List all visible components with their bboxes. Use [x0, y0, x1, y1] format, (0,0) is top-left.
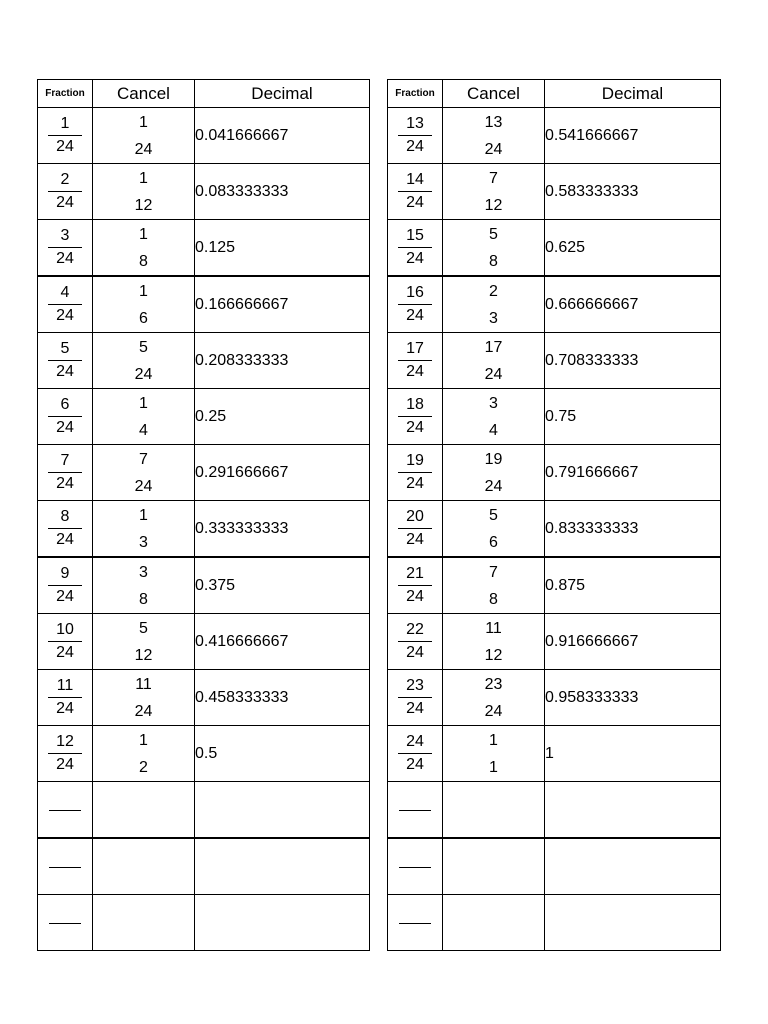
cancel-header: Cancel [93, 80, 195, 108]
table-row [388, 389, 721, 445]
cancel-denominator: 24 [134, 140, 153, 158]
table-row [38, 670, 370, 726]
blank-row [388, 838, 721, 895]
decimal-cell: 0.208333333 [195, 333, 370, 389]
cancel-denominator: 8 [489, 252, 498, 270]
cancel-numerator: 5 [139, 619, 148, 637]
decimal-cell: 0.375 [195, 557, 370, 614]
blank-fraction-line [49, 867, 81, 868]
fraction-cell [388, 333, 443, 389]
fraction-header: Fraction [38, 80, 93, 108]
cancel-numerator: 19 [484, 450, 503, 468]
cancel-numerator: 17 [484, 338, 503, 356]
fraction [48, 169, 82, 214]
cancel-denominator: 24 [484, 477, 503, 495]
fraction [48, 675, 82, 720]
fraction-numerator: 20 [398, 506, 432, 529]
table-row [38, 726, 370, 782]
decimal-cell: 0.791666667 [545, 445, 721, 501]
fraction-numerator: 4 [48, 282, 82, 305]
fraction-denominator: 24 [406, 475, 424, 492]
decimal-cell: 0.416666667 [195, 614, 370, 670]
fraction-numerator: 10 [48, 619, 82, 642]
fraction-denominator: 24 [406, 756, 424, 773]
cancel-denominator: 4 [489, 421, 498, 439]
header-row [388, 80, 721, 108]
blank-fraction-line [49, 923, 81, 924]
fraction-denominator: 24 [406, 138, 424, 155]
fraction-denominator: 24 [406, 531, 424, 548]
fraction [398, 169, 432, 214]
cancel-numerator: 1 [139, 506, 148, 524]
decimal-cell: 0.708333333 [545, 333, 721, 389]
fraction [398, 394, 432, 439]
cancel-numerator: 7 [139, 450, 148, 468]
decimal-cell: 0.666666667 [545, 276, 721, 333]
table-row [38, 108, 370, 164]
cancel-cell [443, 445, 545, 501]
blank-decimal-cell [545, 838, 721, 895]
decimal-cell: 0.041666667 [195, 108, 370, 164]
fraction [48, 619, 82, 664]
cancel-cell [93, 333, 195, 389]
fraction-denominator: 24 [406, 419, 424, 436]
fraction [398, 113, 432, 158]
fraction-cell [388, 501, 443, 558]
cancel-numerator: 1 [139, 394, 148, 412]
fraction [48, 225, 82, 270]
fraction-denominator: 24 [56, 250, 74, 267]
fraction-denominator: 24 [406, 700, 424, 717]
cancel-cell [443, 726, 545, 782]
fraction [48, 563, 82, 608]
fraction-numerator: 24 [398, 731, 432, 754]
cancel-denominator: 2 [139, 758, 148, 776]
table-row [388, 614, 721, 670]
fraction-table-left [37, 79, 370, 951]
cancel-numerator: 1 [139, 169, 148, 187]
cancel-denominator: 24 [484, 140, 503, 158]
fraction [48, 282, 82, 327]
fraction-denominator: 24 [56, 138, 74, 155]
decimal-header: Decimal [545, 80, 721, 108]
cancel-numerator: 13 [484, 113, 503, 131]
blank-decimal-cell [195, 782, 370, 839]
cancel-denominator: 12 [484, 646, 503, 664]
fraction-denominator: 24 [406, 588, 424, 605]
fraction-cell [388, 557, 443, 614]
blank-fraction-line [49, 810, 81, 811]
blank-fraction-cell [388, 838, 443, 895]
fraction [48, 338, 82, 383]
cancel-numerator: 1 [139, 731, 148, 749]
table-row [388, 445, 721, 501]
blank-row [388, 782, 721, 839]
blank-cancel-cell [93, 782, 195, 839]
fraction-denominator: 24 [56, 194, 74, 211]
cancel-numerator: 5 [139, 338, 148, 356]
fraction [398, 225, 432, 270]
cancel-cell [93, 276, 195, 333]
fraction-numerator: 15 [398, 225, 432, 248]
decimal-cell: 0.291666667 [195, 445, 370, 501]
fraction-cell [38, 164, 93, 220]
blank-cancel-cell [443, 782, 545, 839]
cancel-denominator: 4 [139, 421, 148, 439]
fraction-numerator: 18 [398, 394, 432, 417]
fraction-denominator: 24 [56, 307, 74, 324]
fraction-cell [38, 670, 93, 726]
cancel-cell [443, 108, 545, 164]
fraction-table-right [387, 79, 721, 951]
fraction [48, 731, 82, 776]
fraction [48, 113, 82, 158]
cancel-denominator: 24 [484, 702, 503, 720]
fraction-numerator: 19 [398, 450, 432, 473]
cancel-cell [443, 333, 545, 389]
cancel-cell [93, 557, 195, 614]
decimal-cell: 0.625 [545, 220, 721, 277]
cancel-denominator: 8 [139, 590, 148, 608]
blank-fraction-line [399, 867, 431, 868]
cancel-numerator: 1 [139, 282, 148, 300]
fraction-cell [388, 276, 443, 333]
fraction-denominator: 24 [56, 644, 74, 661]
blank-cancel-cell [93, 895, 195, 951]
fraction-denominator: 24 [406, 194, 424, 211]
decimal-cell: 0.75 [545, 389, 721, 445]
cancel-cell [93, 445, 195, 501]
blank-cancel-cell [443, 838, 545, 895]
fraction-numerator: 7 [48, 450, 82, 473]
table-row [38, 164, 370, 220]
fraction-cell [38, 726, 93, 782]
cancel-numerator: 11 [135, 675, 152, 693]
cancel-cell [443, 614, 545, 670]
fraction [398, 731, 432, 776]
cancel-denominator: 24 [484, 365, 503, 383]
cancel-cell [93, 501, 195, 558]
cancel-numerator: 7 [489, 563, 498, 581]
fraction-numerator: 2 [48, 169, 82, 192]
fraction-denominator: 24 [406, 644, 424, 661]
fraction-numerator: 3 [48, 225, 82, 248]
blank-fraction-line [399, 923, 431, 924]
fraction-cell [388, 670, 443, 726]
header-row [38, 80, 370, 108]
fraction-denominator: 24 [406, 363, 424, 380]
fraction [398, 563, 432, 608]
blank-decimal-cell [545, 895, 721, 951]
fraction-numerator: 11 [48, 675, 82, 698]
cancel-numerator: 7 [489, 169, 498, 187]
decimal-cell: 0.125 [195, 220, 370, 277]
table-row [388, 220, 721, 277]
fraction [398, 450, 432, 495]
blank-decimal-cell [195, 838, 370, 895]
blank-fraction-cell [388, 782, 443, 839]
cancel-cell [93, 726, 195, 782]
fraction-numerator: 22 [398, 619, 432, 642]
decimal-cell: 0.833333333 [545, 501, 721, 558]
fraction-numerator: 12 [48, 731, 82, 754]
blank-row [38, 895, 370, 951]
fraction-denominator: 24 [56, 363, 74, 380]
fraction-numerator: 23 [398, 675, 432, 698]
cancel-cell [443, 164, 545, 220]
blank-fraction-cell [38, 838, 93, 895]
fraction-numerator: 1 [48, 113, 82, 136]
decimal-cell: 0.875 [545, 557, 721, 614]
fraction-numerator: 16 [398, 282, 432, 305]
fraction-numerator: 17 [398, 338, 432, 361]
fraction-cell [388, 726, 443, 782]
fraction-cell [388, 389, 443, 445]
decimal-cell: 0.5 [195, 726, 370, 782]
decimal-cell: 0.25 [195, 389, 370, 445]
fraction-denominator: 24 [56, 531, 74, 548]
cancel-cell [93, 389, 195, 445]
table-row [388, 108, 721, 164]
blank-fraction-cell [38, 895, 93, 951]
fraction-cell [388, 164, 443, 220]
cancel-denominator: 24 [134, 365, 153, 383]
fraction-numerator: 6 [48, 394, 82, 417]
cancel-denominator: 12 [134, 646, 153, 664]
fraction-cell [38, 108, 93, 164]
fraction-denominator: 24 [56, 419, 74, 436]
blank-row [38, 782, 370, 839]
fraction [48, 506, 82, 551]
cancel-denominator: 6 [139, 309, 148, 327]
fraction-cell [388, 220, 443, 277]
fraction-denominator: 24 [406, 250, 424, 267]
fraction-cell [38, 445, 93, 501]
fraction-numerator: 21 [398, 563, 432, 586]
fraction [398, 506, 432, 551]
fraction-cell [38, 557, 93, 614]
cancel-numerator: 11 [485, 619, 502, 637]
blank-decimal-cell [545, 782, 721, 839]
blank-decimal-cell [195, 895, 370, 951]
fraction [48, 450, 82, 495]
decimal-cell: 0.083333333 [195, 164, 370, 220]
fraction-header: Fraction [388, 80, 443, 108]
cancel-numerator: 1 [139, 113, 148, 131]
table-row [388, 726, 721, 782]
decimal-cell: 0.958333333 [545, 670, 721, 726]
cancel-numerator: 3 [139, 563, 148, 581]
fraction-cell [38, 333, 93, 389]
fraction-cell [38, 501, 93, 558]
fraction-cell [38, 276, 93, 333]
cancel-header: Cancel [443, 80, 545, 108]
decimal-cell: 0.541666667 [545, 108, 721, 164]
table-row [388, 276, 721, 333]
blank-cancel-cell [93, 838, 195, 895]
blank-row [38, 838, 370, 895]
table-row [388, 670, 721, 726]
blank-fraction-cell [38, 782, 93, 839]
cancel-numerator: 1 [139, 225, 148, 243]
table-row [388, 333, 721, 389]
cancel-cell [93, 614, 195, 670]
fraction [48, 394, 82, 439]
cancel-denominator: 12 [484, 196, 503, 214]
fraction [398, 619, 432, 664]
blank-cancel-cell [443, 895, 545, 951]
fraction-denominator: 24 [406, 307, 424, 324]
fraction-numerator: 8 [48, 506, 82, 529]
fraction [398, 338, 432, 383]
table-row [38, 557, 370, 614]
blank-fraction-cell [388, 895, 443, 951]
blank-fraction-line [399, 810, 431, 811]
fraction [398, 282, 432, 327]
cancel-numerator: 3 [489, 394, 498, 412]
cancel-numerator: 5 [489, 225, 498, 243]
table-row [38, 333, 370, 389]
table-row [38, 276, 370, 333]
fraction-cell [388, 108, 443, 164]
cancel-denominator: 6 [489, 533, 498, 551]
cancel-cell [443, 220, 545, 277]
fraction-denominator: 24 [56, 700, 74, 717]
cancel-numerator: 5 [489, 506, 498, 524]
fraction-numerator: 13 [398, 113, 432, 136]
decimal-header: Decimal [195, 80, 370, 108]
fraction-numerator: 5 [48, 338, 82, 361]
table-row [38, 389, 370, 445]
fraction-numerator: 14 [398, 169, 432, 192]
cancel-denominator: 24 [134, 702, 153, 720]
decimal-cell: 1 [545, 726, 721, 782]
fraction-numerator: 9 [48, 563, 82, 586]
table-row [388, 501, 721, 558]
cancel-cell [93, 108, 195, 164]
blank-row [388, 895, 721, 951]
fraction-cell [388, 614, 443, 670]
fraction [398, 675, 432, 720]
decimal-cell: 0.458333333 [195, 670, 370, 726]
fraction-cell [38, 220, 93, 277]
cancel-cell [443, 276, 545, 333]
decimal-cell: 0.333333333 [195, 501, 370, 558]
cancel-cell [93, 164, 195, 220]
cancel-denominator: 24 [134, 477, 153, 495]
fraction-denominator: 24 [56, 588, 74, 605]
decimal-cell: 0.583333333 [545, 164, 721, 220]
table-row [38, 445, 370, 501]
cancel-cell [443, 389, 545, 445]
decimal-cell: 0.166666667 [195, 276, 370, 333]
fraction-cell [38, 614, 93, 670]
cancel-denominator: 3 [139, 533, 148, 551]
cancel-cell [93, 220, 195, 277]
fraction-cell [388, 445, 443, 501]
fraction-denominator: 24 [56, 475, 74, 492]
decimal-cell: 0.916666667 [545, 614, 721, 670]
fraction-denominator: 24 [56, 756, 74, 773]
cancel-numerator: 1 [489, 731, 498, 749]
table-row [388, 164, 721, 220]
cancel-denominator: 8 [139, 252, 148, 270]
cancel-numerator: 2 [489, 282, 498, 300]
cancel-cell [443, 501, 545, 558]
cancel-denominator: 1 [489, 758, 498, 776]
table-row [38, 614, 370, 670]
cancel-cell [93, 670, 195, 726]
cancel-denominator: 3 [489, 309, 498, 327]
cancel-cell [443, 557, 545, 614]
cancel-numerator: 23 [484, 675, 503, 693]
cancel-cell [443, 670, 545, 726]
fraction-cell [38, 389, 93, 445]
cancel-denominator: 12 [134, 196, 153, 214]
table-row [388, 557, 721, 614]
cancel-denominator: 8 [489, 590, 498, 608]
table-row [38, 501, 370, 558]
table-row [38, 220, 370, 277]
